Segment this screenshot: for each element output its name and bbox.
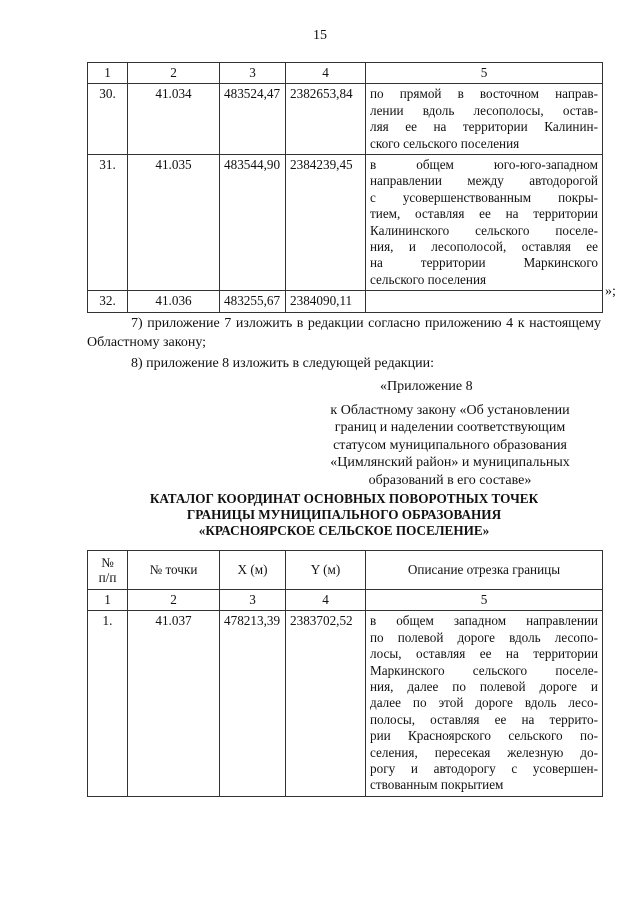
catalog-title-line: «КРАСНОЯРСКОЕ СЕЛЬСКОЕ ПОСЕЛЕНИЕ» bbox=[198, 523, 490, 539]
description-line: полосы, оставляя ее на террито- bbox=[370, 711, 598, 727]
y-coordinate: 2384239,45 bbox=[286, 155, 366, 291]
catalog-title bbox=[87, 491, 601, 540]
y-coordinate: 2384090,11 bbox=[286, 291, 366, 312]
point-number: 41.037 bbox=[128, 611, 220, 796]
description-line: ского сельского поселения bbox=[370, 135, 520, 151]
appendix-title: «Приложение 8 bbox=[380, 379, 473, 394]
table-row bbox=[88, 291, 603, 312]
appendix-line: образований в его составе» bbox=[368, 472, 532, 488]
coordinates-table bbox=[87, 550, 603, 797]
header-y: Y (м) bbox=[286, 551, 366, 590]
description-line: рогу и автодорогу с усовершен- bbox=[370, 761, 598, 777]
x-coordinate: 483544,90 bbox=[220, 155, 286, 291]
description-line: ния, и лесополосой, оставляя ее bbox=[370, 239, 598, 255]
row-number: 32. bbox=[88, 291, 128, 312]
description-line: сельского поселения bbox=[370, 271, 487, 287]
segment-description bbox=[366, 84, 603, 155]
segment-description bbox=[366, 155, 603, 291]
point-number: 41.036 bbox=[128, 291, 220, 312]
col-number-1: 1 bbox=[88, 590, 128, 611]
point-number: 41.034 bbox=[128, 84, 220, 155]
col-number-2: 2 bbox=[128, 590, 220, 611]
y-coordinate: 2383702,52 bbox=[286, 611, 366, 796]
description-line: по прямой в восточном направ- bbox=[370, 86, 598, 102]
header-x: X (м) bbox=[220, 551, 286, 590]
appendix-heading bbox=[300, 378, 600, 490]
description-line: лении вдоль лесополосы, остав- bbox=[370, 102, 598, 118]
header-num-line: № bbox=[101, 555, 114, 570]
x-coordinate: 483524,47 bbox=[220, 84, 286, 155]
column-number-row bbox=[88, 63, 603, 84]
description-line: рии Красноярского сельского по- bbox=[370, 728, 598, 744]
description-line: по полевой дороге вдоль лесопо- bbox=[370, 629, 598, 645]
appendix-line: границ и наделении соответствующим bbox=[334, 420, 566, 436]
x-coordinate: 478213,39 bbox=[220, 611, 286, 796]
col-number-4: 4 bbox=[286, 63, 366, 84]
header-description: Описание отрезка границы bbox=[366, 551, 603, 590]
closing-quote: »; bbox=[605, 284, 616, 299]
point-number: 41.035 bbox=[128, 155, 220, 291]
paragraph-7: 7) приложение 7 изложить в редакции согласно приложению 4 к настоящему Областному закону; bbox=[87, 316, 601, 350]
catalog-title-line: ГРАНИЦЫ МУНИЦИПАЛЬНОГО ОБРАЗОВАНИЯ bbox=[186, 507, 502, 523]
x-coordinate: 483255,67 bbox=[220, 291, 286, 312]
table-row bbox=[88, 84, 603, 155]
row-number: 30. bbox=[88, 84, 128, 155]
coordinates-table-continuation bbox=[87, 62, 603, 313]
paragraph-8: 8) приложение 8 изложить в следующей редакции: bbox=[131, 356, 434, 371]
catalog-title-line: КАТАЛОГ КООРДИНАТ ОСНОВНЫХ ПОВОРОТНЫХ ТОЧЕК bbox=[149, 491, 539, 506]
description-line: далее по этой дороге вдоль лесо- bbox=[370, 695, 598, 711]
description-line: на территории Маркинского bbox=[370, 255, 598, 271]
description-line: ния, далее по полевой дороге и bbox=[370, 679, 598, 695]
description-line: направлении между автодорогой bbox=[370, 173, 598, 189]
col-number-1: 1 bbox=[88, 63, 128, 84]
description-line: тием, оставляя ее на территории bbox=[370, 206, 598, 222]
y-coordinate: 2382653,84 bbox=[286, 84, 366, 155]
segment-description bbox=[366, 291, 603, 312]
col-number-5: 5 bbox=[366, 63, 603, 84]
description-line: ляя ее на территории Калинин- bbox=[370, 119, 598, 135]
table-header-row bbox=[88, 551, 603, 590]
segment-description bbox=[366, 611, 603, 796]
description-line: Маркинского сельского поселе- bbox=[370, 662, 598, 678]
row-number: 1. bbox=[88, 611, 128, 796]
page-number: 15 bbox=[313, 28, 327, 43]
description-line: с усовершенствованным покры- bbox=[370, 189, 598, 205]
appendix-line: к Областному закону «Об установлении bbox=[330, 402, 570, 418]
header-num-line: п/п bbox=[98, 570, 117, 585]
col-number-4: 4 bbox=[286, 590, 366, 611]
row-number: 31. bbox=[88, 155, 128, 291]
col-number-3: 3 bbox=[220, 63, 286, 84]
header-row-number bbox=[88, 551, 128, 590]
description-line: в общем юго-юго-западном bbox=[370, 157, 598, 173]
col-number-5: 5 bbox=[366, 590, 603, 611]
col-number-2: 2 bbox=[128, 63, 220, 84]
description-line: лосы, оставляя ее на территории bbox=[370, 646, 598, 662]
column-number-row bbox=[88, 590, 603, 611]
col-number-3: 3 bbox=[220, 590, 286, 611]
description-line: Калининского сельского поселе- bbox=[370, 222, 598, 238]
description-line: селения, пересекая железную до- bbox=[370, 744, 598, 760]
table-row bbox=[88, 155, 603, 291]
description-line: ствованным покрытием bbox=[370, 777, 504, 793]
description-line: в общем западном направлении bbox=[370, 613, 598, 629]
appendix-line: статусом муниципального образования bbox=[333, 437, 567, 453]
header-point: № точки bbox=[128, 551, 220, 590]
table-row bbox=[88, 611, 603, 796]
appendix-line: «Цимлянский район» и муниципальных bbox=[330, 455, 570, 471]
